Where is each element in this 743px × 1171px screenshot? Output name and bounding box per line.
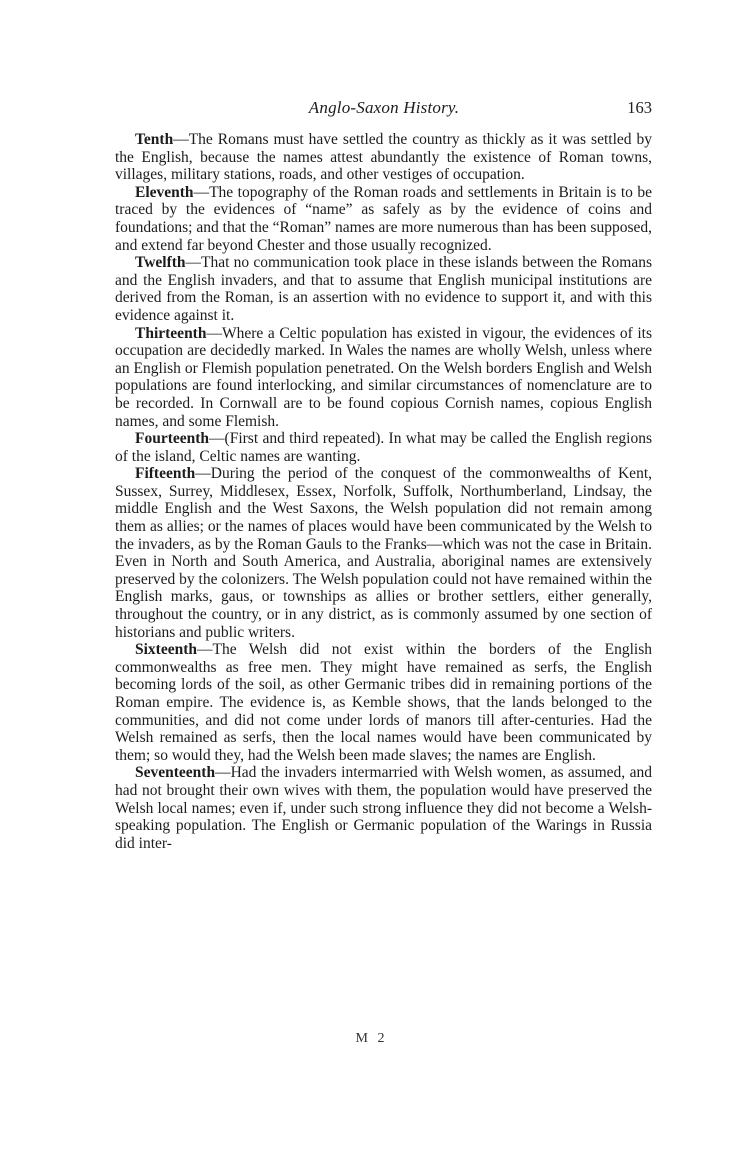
paragraph-text: —(First and third repeated). In what may be called the English regions of the island, Celtic names are wanting. [115, 430, 652, 465]
paragraph-text: —The Romans must have settled the country as thickly as it was settled by the English, because the names attest abundantly the existence of Roman towns, villages, military stations, roads, and other vestiges of occupation. [115, 131, 652, 184]
paragraph-text: —During the period of the conquest of the commonwealths of Kent, Sussex, Surrey, Middlesex, Essex, Norfolk, Suffolk, Northumberland, Lindsay, the middle English and the West Saxons, the Welsh population did not remain among them as allies; or the names of places would have been communicated by the Welsh to the invaders, as by the Roman Gauls to the Franks—which was not the case in Britain. Even in North and South America, and Australia, aboriginal names are extensively preserved by the colonizers. The Welsh population could not have remained within the English marks, gaus, or townships as allies or brother settlers, either generally, throughout the country, or in any district, as is commonly assumed by one section of historians and public writers. [115, 465, 652, 641]
paragraph-lead: Thirteenth [135, 324, 207, 342]
paragraph-lead: Fourteenth [135, 430, 210, 448]
paragraph-fifteenth [115, 465, 652, 641]
paragraph-lead: Seventeenth [135, 764, 216, 782]
paragraph-lead: Eleventh [135, 183, 194, 201]
paragraph-lead: Sixteenth [135, 641, 197, 659]
page-header [116, 98, 652, 124]
page-number: 163 [627, 98, 652, 117]
paragraph-lead: Tenth [135, 131, 174, 148]
paragraph-text: —The Welsh did not exist within the borders of the English commonwealths as free men. They might have remained as serfs, the English becoming lords of the soil, as other Germanic tribes did in remaining portions of the Roman empire. The evidence is, as Kemble shows, that the lands belonged to the communities, and did not come under lords of manors till after-centuries. Had the Welsh remained as serfs, then the local names would have been communicated by them; so would they, had the Welsh been made slaves; the names are English. [115, 641, 652, 764]
paragraph-fourteenth [115, 430, 652, 465]
paragraph-text: —Had the invaders intermarried with Welsh women, as assumed, and had not brought their own wives with them, the population would have preserved the Welsh local names; even if, under such strong influence they did not become a Welsh-speaking population. The English or Germanic population of the Warings in Russia did inter- [115, 764, 652, 852]
running-title: Anglo-Saxon History. [308, 98, 460, 117]
body-text [115, 131, 652, 852]
paragraph-text: —Where a Celtic population has existed in vigour, the evidences of its occupation are decidedly marked. In Wales the names are wholly Welsh, unless where an English or Flemish population penetrated. On the Welsh borders English and Welsh populations are found interlocking, and similar circumstances of nomenclature are to be recorded. In Cornwall are to be found copious Cornish names, copious English names, and some Flemish. [115, 324, 652, 430]
paragraph-lead: Twelfth [135, 254, 186, 272]
paragraph-seventeenth [115, 764, 652, 852]
paragraph-thirteenth [115, 325, 652, 431]
paragraph-twelfth [115, 254, 652, 324]
paragraph-text: —That no communication took place in these islands between the Romans and the English invaders, and that to assume that English municipal institutions are derived from the Roman, is an assertion with no evidence to support it, and with this evidence against it. [115, 254, 652, 324]
paragraph-text: —The topography of the Roman roads and settlements in Britain is to be traced by the evidences of “name” as safely as by the evidence of coins and foundations; and that the “Roman” names are more numerous than has been supposed, and extend far beyond Chester and those usually recognized. [115, 183, 652, 254]
paragraph-tenth [115, 131, 652, 184]
signature-mark: M 2 [355, 1031, 388, 1046]
paragraph-lead: Fifteenth [135, 465, 196, 483]
paragraph-sixteenth [115, 641, 652, 764]
paragraph-eleventh [115, 184, 652, 254]
